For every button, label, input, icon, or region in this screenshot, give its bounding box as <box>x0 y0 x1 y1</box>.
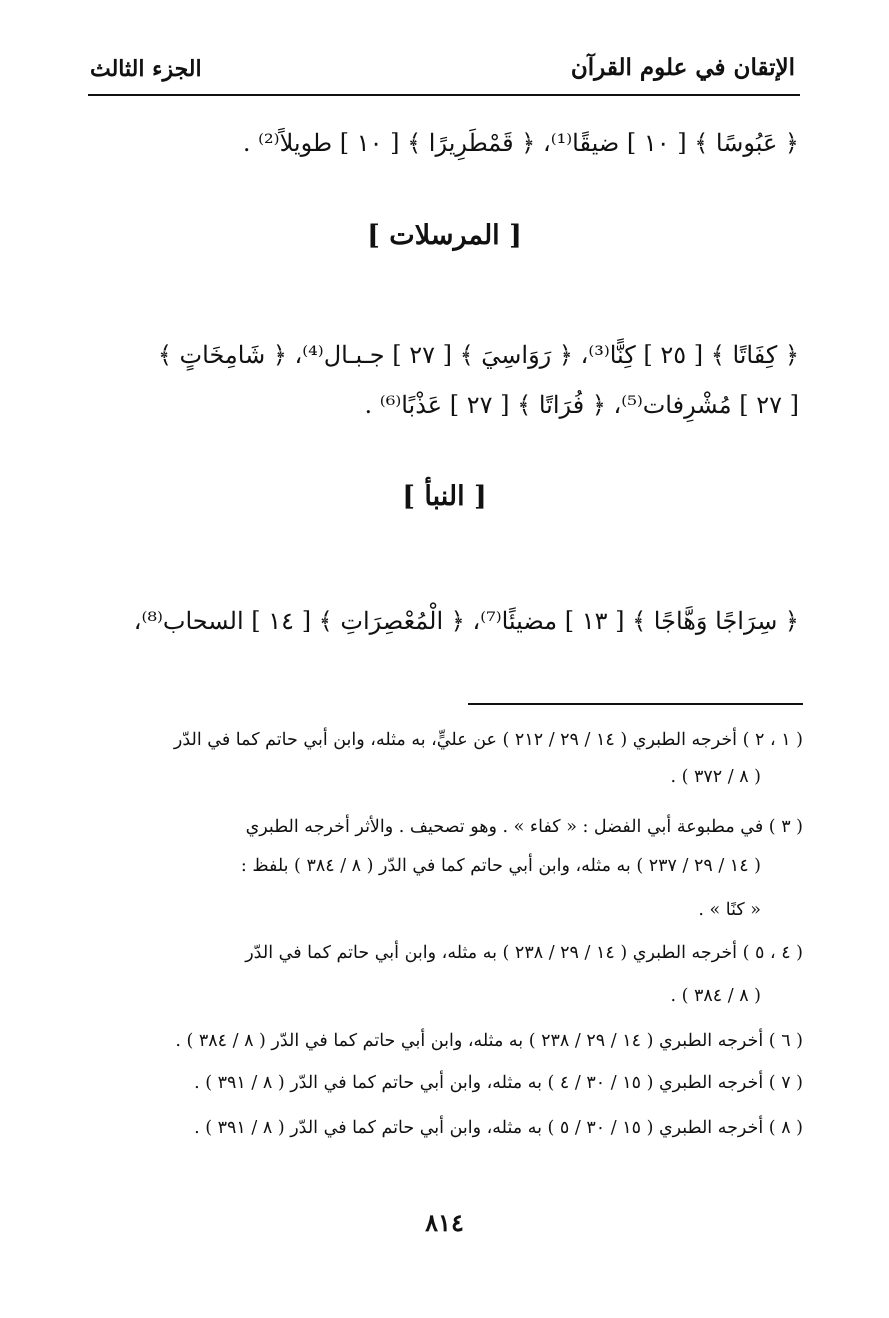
mursalat-line-1: ﴿ كِفَاتًا ﴾ [ ٢٥ ] كِنًّا⁽³⁾، ﴿ رَوَاسِيَ ﴾ [ ٢٧ ] جـبـال⁽⁴⁾، ﴿ شَامِخَاتٍ ﴾ <box>157 341 799 369</box>
surah-heading-naba: [ النبأ ] <box>402 481 487 512</box>
footnote-3-line-1: ( ٣ ) في مطبوعة أبي الفضل : « كفاء » . وهو تصحيف . والأثر أخرجه الطبري <box>245 817 803 837</box>
footnote-4-line-1: ( ٤ ، ٥ ) أخرجه الطبري ( ١٤ / ٢٩ / ٢٣٨ ) به مثله، وابن أبي حاتم كما في الدّر <box>245 943 803 963</box>
footnote-4-line-2: ( ٨ / ٣٨٤ ) . <box>670 986 761 1006</box>
footnote-1-line-1: ( ١ ، ٢ ) أخرجه الطبري ( ١٤ / ٢٩ / ٢١٢ ) عن عليٍّ، به مثله، وابن أبي حاتم كما في الدّر <box>173 730 803 750</box>
mursalat-line-2: [ ٢٧ ] مُشْرِفات⁽⁵⁾، ﴿ فُرَاتًا ﴾ [ ٢٧ ] عَذْبًا⁽⁶⁾ . <box>364 391 799 419</box>
footnote-3-line-3: « كنًا » . <box>698 900 761 920</box>
surah-heading-mursalat: [ المرسلات ] <box>367 220 522 251</box>
footnote-3-line-2: ( ١٤ / ٢٩ / ٢٣٧ ) به مثله، وابن أبي حاتم كما في الدّر ( ٨ / ٣٨٤ ) بلفظ : <box>240 856 761 876</box>
footnote-8: ( ٨ ) أخرجه الطبري ( ١٥ / ٣٠ / ٥ ) به مثله، وابن أبي حاتم كما في الدّر ( ٨ / ٣٩١ ) . <box>194 1118 803 1138</box>
naba-line-1: ﴿ سِرَاجًا وَهَّاجًا ﴾ [ ١٣ ] مضيئًا⁽⁷⁾، ﴿ الْمُعْصِرَاتِ ﴾ [ ١٤ ] السحاب⁽⁸⁾، <box>133 607 799 635</box>
book-title: الإتقان في علوم القرآن <box>570 54 795 81</box>
footnote-7: ( ٧ ) أخرجه الطبري ( ١٥ / ٣٠ / ٤ ) به مثله، وابن أبي حاتم كما في الدّر ( ٨ / ٣٩١ ) . <box>194 1073 803 1093</box>
page-number: ٨١٤ <box>425 1208 464 1237</box>
top-verse-line: ﴿ عَبُوسًا ﴾ [ ١٠ ] ضيقًا⁽¹⁾، ﴿ قَمْطَرِيرًا ﴾ [ ١٠ ] طويلاً⁽²⁾ . <box>242 129 799 157</box>
volume-label: الجزء الثالث <box>90 56 202 82</box>
footnote-separator <box>468 703 803 705</box>
footnote-1-line-2: ( ٨ / ٣٧٢ ) . <box>670 767 761 787</box>
footnote-6: ( ٦ ) أخرجه الطبري ( ١٤ / ٢٩ / ٢٣٨ ) به مثله، وابن أبي حاتم كما في الدّر ( ٨ / ٣٨٤ ) . <box>175 1031 803 1051</box>
header-divider <box>88 94 800 96</box>
